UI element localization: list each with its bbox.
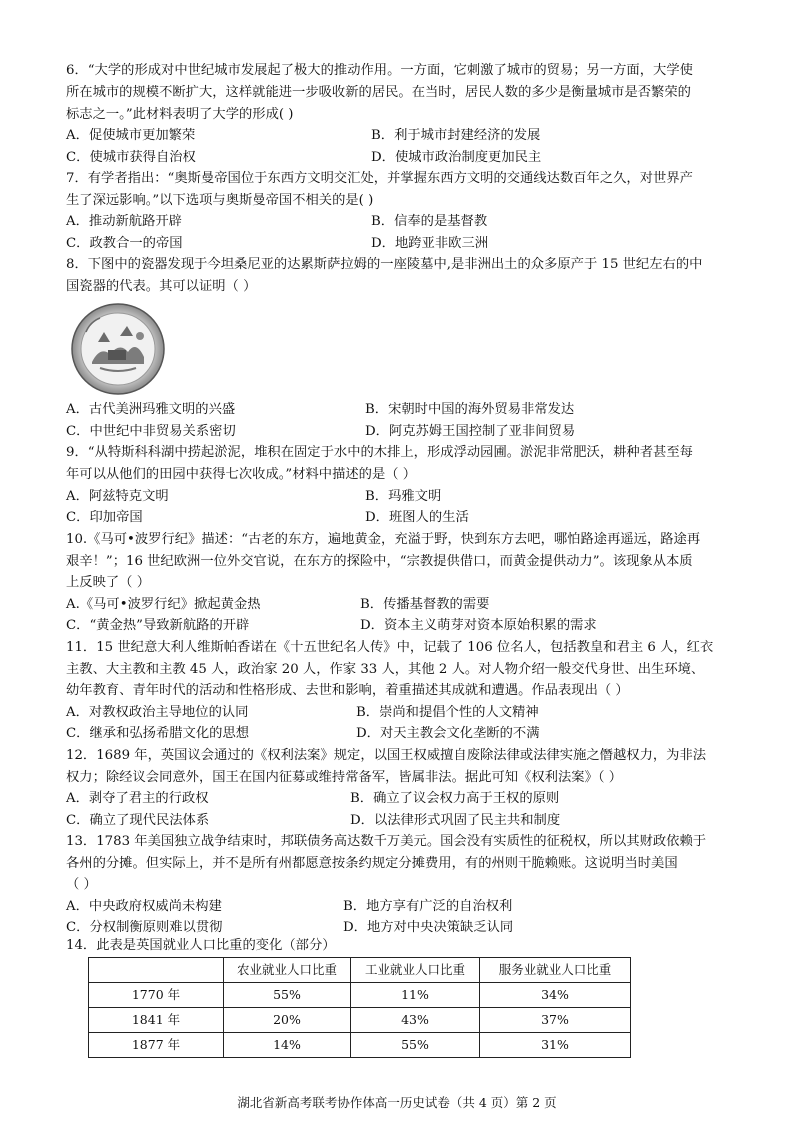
table-cell: 20% — [224, 1008, 351, 1033]
q9-option-a: A．阿兹特克文明 — [66, 489, 169, 504]
table-header-row — [89, 958, 631, 983]
page-footer: 湖北省新高考联考协作体高一历史试卷（共 4 页）第 2 页 — [237, 1095, 557, 1110]
table-row — [89, 1033, 631, 1058]
table-header-cell: 工业就业人口比重 — [351, 958, 480, 983]
q13-option-b: B．地方享有广泛的自治权利 — [343, 899, 513, 914]
q11-option-b: B．崇尚和提倡个性的人文精神 — [356, 705, 539, 720]
q10-option-a: A.《马可•波罗行纪》掀起黄金热 — [66, 597, 261, 612]
q9-option-d: D．班图人的生活 — [365, 510, 469, 525]
q10-option-b: B．传播基督教的需要 — [360, 597, 490, 612]
q12-stem-line1: 12．1689 年，英国议会通过的《权利法案》规定，以国王权威擅自废除法律或法律实施之僭越权力，为非法 — [66, 748, 707, 763]
table-cell: 34% — [480, 983, 631, 1008]
q7-option-d: D．地跨亚非欧三洲 — [371, 236, 489, 251]
table-cell: 55% — [351, 1033, 480, 1058]
q6-stem-line1: 6．“大学的形成对中世纪城市发展起了极大的推动作用。一方面，它刺激了城市的贸易；另一方面，大学使 — [66, 63, 693, 78]
q7-option-b: B．信奉的是基督教 — [371, 214, 488, 229]
table-cell: 55% — [224, 983, 351, 1008]
table-cell: 43% — [351, 1008, 480, 1033]
q9-option-c: C．印加帝国 — [66, 510, 143, 525]
q7-option-a: A．推动新航路开辟 — [66, 214, 182, 229]
q6-option-c: C．使城市获得自治权 — [66, 150, 196, 165]
q9-stem-line1: 9．“从特斯科科湖中捞起淤泥，堆积在固定于水中的木排上，形成浮动园圃。淤泥非常肥沃，耕种者甚至每 — [66, 445, 693, 460]
q14-stem-line1: 14．此表是英国就业人口比重的变化（部分） — [66, 938, 336, 953]
table-header-cell — [89, 958, 224, 983]
q8-stem-line2: 国瓷器的代表。其可以证明（ ） — [66, 279, 257, 294]
q7-stem-line1: 7．有学者指出：“奥斯曼帝国位于东西方文明交汇处，并掌握东西方文明的交通线达数百年之久，对世界产 — [66, 171, 693, 186]
q10-stem-line3: 上反映了（ ） — [66, 575, 151, 590]
q6-option-b: B．利于城市封建经济的发展 — [371, 128, 541, 143]
q12-stem-line2: 权力；除经议会同意外，国王在国内征募或维持常备军，皆属非法。据此可知《权利法案》（ ） — [66, 770, 623, 785]
porcelain-plate-image — [70, 302, 166, 396]
q10-option-c: C．“黄金热”导致新航路的开辟 — [66, 618, 250, 633]
q10-option-d: D．资本主义萌芽对资本原始积累的需求 — [360, 618, 597, 633]
q12-option-c: C．确立了现代民法体系 — [66, 813, 210, 828]
q13-option-c: C．分权制衡原则难以贯彻 — [66, 920, 223, 935]
table-header-cell: 农业就业人口比重 — [224, 958, 351, 983]
q9-option-b: B．玛雅文明 — [365, 489, 442, 504]
table-row — [89, 1008, 631, 1033]
table-cell: 1770 年 — [89, 983, 224, 1008]
q9-stem-line2: 年可以从他们的田园中获得七次收成。”材料中描述的是（ ） — [66, 467, 417, 482]
table-cell: 1841 年 — [89, 1008, 224, 1033]
q11-stem-line3: 幼年教育、青年时代的活动和性格形成、去世和影响，着重描述其成就和遭遇。作品表现出（ ） — [66, 683, 629, 698]
q7-stem-line2: 生了深远影响。”以下选项与奥斯曼帝国不相关的是( ) — [66, 193, 374, 208]
q10-stem-line1: 10.《马可•波罗行纪》描述：“古老的东方，遍地黄金，充溢于野，快到东方去吧，哪怕路途再遥远，路途再 — [66, 532, 701, 547]
q11-stem-line1: 11．15 世纪意大利人维斯帕香诺在《十五世纪名人传》中，记载了 106 位名人，包括教皇和君主 6 人，红衣 — [66, 640, 714, 655]
table-cell: 37% — [480, 1008, 631, 1033]
q8-stem-line1: 8．下图中的瓷器发现于今坦桑尼亚的达累斯萨拉姆的一座陵墓中,是非洲出土的众多原产于 15 世纪左右的中 — [66, 257, 703, 272]
q13-option-a: A．中央政府权威尚未构建 — [66, 899, 222, 914]
q13-option-d: D．地方对中央决策缺乏认同 — [343, 920, 514, 935]
q12-option-d: D．以法律形式巩固了民主共和制度 — [350, 813, 561, 828]
q11-option-d: D．对天主教会文化垄断的不满 — [356, 726, 540, 741]
q8-option-b: B．宋朝时中国的海外贸易非常发达 — [365, 402, 575, 417]
employment-table — [88, 957, 631, 1058]
table-cell: 11% — [351, 983, 480, 1008]
table-row — [89, 983, 631, 1008]
q12-option-a: A．剥夺了君主的行政权 — [66, 791, 209, 806]
q11-option-c: C．继承和弘扬希腊文化的思想 — [66, 726, 250, 741]
q6-option-d: D．使城市政治制度更加民主 — [371, 150, 542, 165]
q11-stem-line2: 主教、大主教和主教 45 人，政治家 20 人，作家 33 人，其他 2 人。对人物介绍一般交代身世、出生环境、 — [66, 662, 705, 677]
q7-option-c: C．政教合一的帝国 — [66, 236, 183, 251]
q8-option-d: D．阿克苏姆王国控制了亚非间贸易 — [365, 424, 576, 439]
table-header-cell: 服务业就业人口比重 — [480, 958, 631, 983]
q8-option-a: A．古代美洲玛雅文明的兴盛 — [66, 402, 236, 417]
q6-stem-line3: 标志之一。”此材料表明了大学的形成( ) — [66, 107, 294, 122]
q13-stem-line3: （ ） — [66, 877, 97, 892]
q12-option-b: B．确立了议会权力高于王权的原则 — [350, 791, 560, 806]
q13-stem-line2: 各州的分摊。但实际上，并不是所有州都愿意按条约规定分摊费用，有的州则干脆赖账。这说明当时美国 — [66, 856, 678, 871]
table-cell: 1877 年 — [89, 1033, 224, 1058]
q6-stem-line2: 所在城市的规模不断扩大，这样就能进一步吸收新的居民。在当时，居民人数的多少是衡量城市是否繁荣的 — [66, 85, 691, 100]
q8-option-c: C．中世纪中非贸易关系密切 — [66, 424, 236, 439]
table-cell: 31% — [480, 1033, 631, 1058]
table-cell: 14% — [224, 1033, 351, 1058]
q11-option-a: A．对教权政治主导地位的认同 — [66, 705, 249, 720]
q6-option-a: A．促使城市更加繁荣 — [66, 128, 196, 143]
q13-stem-line1: 13．1783 年美国独立战争结束时，邦联债务高达数千万美元。国会没有实质性的征税权，所以其财政依赖于 — [66, 834, 707, 849]
q10-stem-line2: 艰辛！”；16 世纪欧洲一位外交官说，在东方的探险中，“宗教提供借口，而黄金提供动力”。该现象从本质 — [66, 554, 693, 569]
